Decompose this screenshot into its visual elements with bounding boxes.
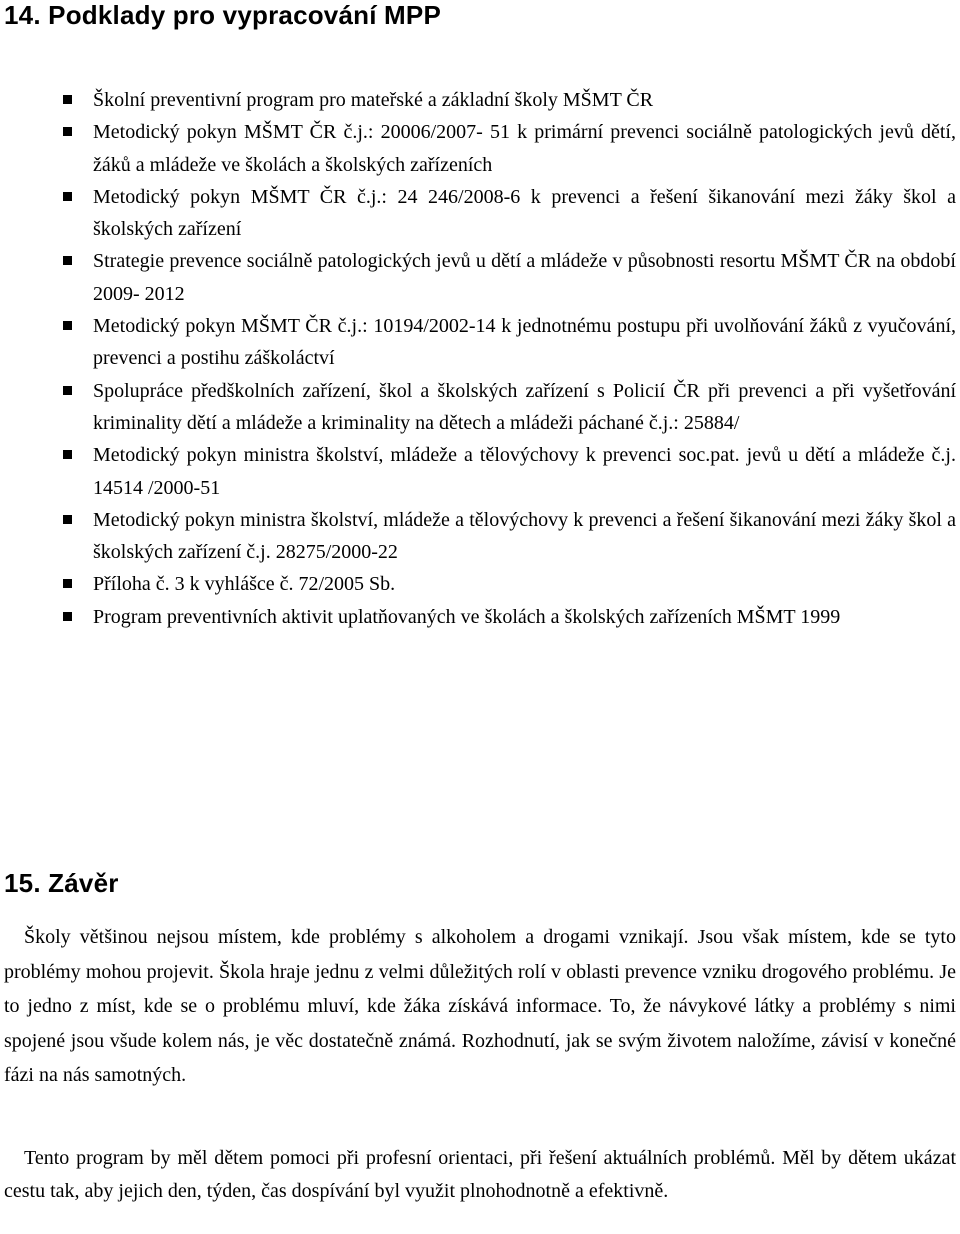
list-item: Metodický pokyn ministra školství, mládeže a tělovýchovy k prevenci soc.pat. jevů u dětí a mládeže č.j. 14514 /2000-51 <box>0 439 960 504</box>
square-bullet-icon <box>63 612 72 621</box>
conclusion-paragraph-1: Školy většinou nejsou místem, kde problémy s alkoholem a drogami vznikají. Jsou však místem, kde se tyto problémy mohou projevit. Škola hraje jednu z velmi důležitých rolí v oblasti prevence vzniku drogového problému. Je to jedno z míst, kde se o problému mluví, kde žáka získává informace. To, že návykové látky a problémy s nimi spojené jsou všude kolem nás, je věc dostatečně známá. Rozhodnutí, jak se svým životem naložíme, závisí v konečné fázi na nás samotných. <box>4 926 956 1087</box>
list-item: Program preventivních aktivit uplatňovaných ve školách a školských zařízeních MŠMT 1999 <box>0 601 960 633</box>
list-item: Metodický pokyn MŠMT ČR č.j.: 20006/2007- 51 k primární prevenci sociálně patologických jevů dětí, žáků a mládeže ve školách a školských zařízeních <box>0 116 960 181</box>
reference-list <box>0 84 960 633</box>
list-item: Školní preventivní program pro mateřské a základní školy MŠMT ČR <box>0 84 960 116</box>
list-item: Metodický pokyn MŠMT ČR č.j.: 24 246/2008-6 k prevenci a řešení šikanování mezi žáky škol a školských zařízení <box>0 181 960 246</box>
square-bullet-icon <box>63 127 72 136</box>
conclusion-paragraph-2: Tento program by měl dětem pomoci při profesní orientaci, při řešení aktuálních problémů. Měl by dětem ukázat cestu tak, aby jejich den, týden, čas dospívání byl využit plnohodnotně a efektivně. <box>4 1147 956 1202</box>
list-item: Příloha č. 3 k vyhlášce č. 72/2005 Sb. <box>0 568 960 600</box>
list-item: Spolupráce předškolních zařízení, škol a školských zařízení s Policií ČR při prevenci a při vyšetřování kriminality dětí a mládeže a kriminality na dětech a mládeži páchané č.j.: 25884/ <box>0 375 960 440</box>
square-bullet-icon <box>63 321 72 330</box>
list-item: Metodický pokyn MŠMT ČR č.j.: 10194/2002-14 k jednotnému postupu při uvolňování žáků z vyučování, prevenci a postihu záškoláctví <box>0 310 960 375</box>
list-item: Metodický pokyn ministra školství, mládeže a tělovýchovy k prevenci a řešení šikanování mezi žáky škol a školských zařízení č.j. 28275/2000-22 <box>0 504 960 569</box>
square-bullet-icon <box>63 95 72 104</box>
square-bullet-icon <box>63 192 72 201</box>
section-14-heading: 14. Podklady pro vypracování MPP <box>4 0 441 30</box>
square-bullet-icon <box>63 256 72 265</box>
square-bullet-icon <box>63 579 72 588</box>
square-bullet-icon <box>63 386 72 395</box>
square-bullet-icon <box>63 515 72 524</box>
square-bullet-icon <box>63 450 72 459</box>
section-15-heading: 15. Závěr <box>4 868 119 898</box>
list-item: Strategie prevence sociálně patologických jevů u dětí a mládeže v působnosti resortu MŠMT ČR na období 2009- 2012 <box>0 245 960 310</box>
